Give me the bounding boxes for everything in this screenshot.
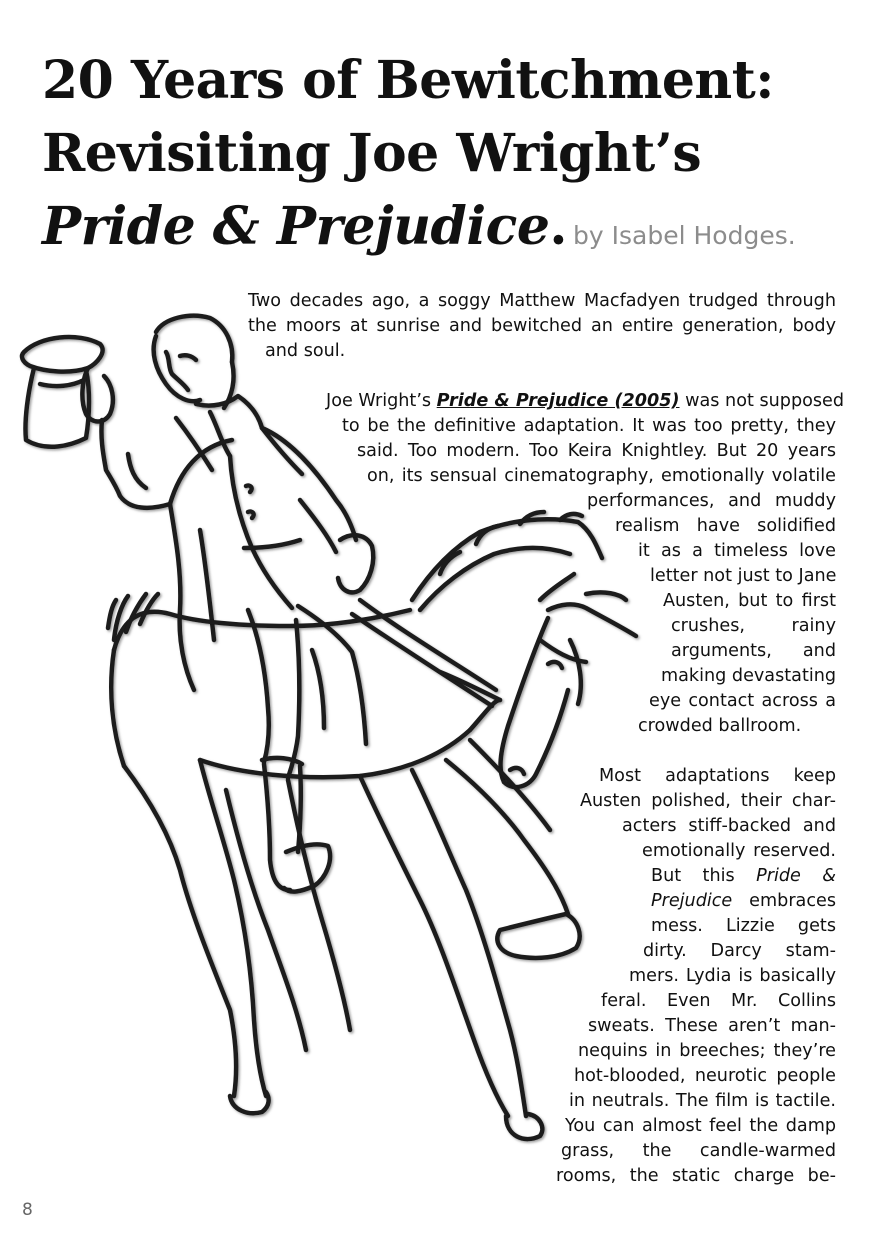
para3-line-5-pre: But this: [651, 866, 757, 886]
para3-line-2: Austen polished, their char-: [580, 791, 836, 811]
raised-arm: [101, 420, 170, 508]
rein-hand: [338, 535, 373, 592]
para3-film-title-b: Prejudice: [651, 891, 733, 911]
para2-line-11: arguments, and: [671, 641, 836, 661]
rider-thigh-back: [288, 620, 299, 778]
para3-line-6: [651, 889, 836, 914]
para3-line-5: [651, 864, 836, 889]
para2-line-1-pre: Joe Wright’s: [326, 391, 437, 411]
front-leg-raised-lower: [470, 740, 550, 830]
para2-line-1-post: was not supposed: [679, 391, 845, 411]
byline: by Isabel Hodges.: [573, 221, 796, 250]
horse-forehead: [548, 604, 636, 636]
rider-collar: [196, 396, 262, 428]
para3-line-9: mers. Lydia is basically: [629, 966, 836, 986]
rider-cravat: [210, 412, 230, 456]
para2-line-13: eye contact across a: [649, 691, 836, 711]
horse-cheek: [570, 640, 581, 704]
para3-line-15: You can almost feel the damp: [565, 1116, 836, 1136]
hat-band: [40, 380, 84, 386]
para1-line-2: the moors at sunrise and bewitched an entire generation, body: [248, 316, 836, 336]
horse-bridle: [540, 640, 586, 662]
coat-skirt-fold: [312, 650, 324, 728]
para3-line-3: acters stiff-backed and: [622, 816, 836, 836]
para2-line-5: performances, and muddy: [587, 491, 836, 511]
rein-upper: [360, 600, 496, 690]
horse-ear-right: [586, 592, 626, 600]
rider-face: [154, 336, 200, 401]
para3-line-8: dirty. Darcy stam-: [643, 941, 836, 961]
title-film-name: Pride & Prejudice: [42, 196, 550, 257]
para3-line-11: sweats. These aren’t man-: [588, 1016, 836, 1036]
para2-line-6: realism have solidified: [615, 516, 836, 536]
horse-rump: [111, 650, 124, 766]
front-hoof-left: [506, 1114, 542, 1139]
para2-line-14: crowded ballroom.: [638, 716, 802, 736]
front-hoof-raised: [497, 914, 579, 958]
para3-line-17: rooms, the static charge be-: [556, 1166, 836, 1186]
horse-ear-left: [540, 574, 574, 600]
hind-leg-left-front: [124, 766, 236, 1096]
para3-line-7: mess. Lizzie gets: [651, 916, 836, 936]
para3-line-6-post: embraces: [732, 891, 836, 911]
rider-eye: [180, 355, 196, 360]
para3-line-12: nequins in breeches; they’re: [578, 1041, 836, 1061]
para2-line-4: on, its sensual cinematography, emotionally volatile: [367, 466, 836, 486]
horse-mane-inner: [420, 548, 570, 610]
horse-eye: [548, 662, 562, 668]
rider-face-profile: [166, 352, 188, 390]
title-period: .: [549, 196, 568, 257]
horse-belly: [200, 730, 470, 777]
para1-line-1: Two decades ago, a soggy Matthew Macfadyen trudged through: [248, 291, 836, 311]
page-number: 8: [22, 1200, 33, 1220]
para3-line-13: hot-blooded, neurotic people: [574, 1066, 836, 1086]
para3-line-16: grass, the candle-warmed: [561, 1141, 836, 1161]
coat-button-a: [246, 485, 252, 492]
para2-line-8: letter not just to Jane: [650, 566, 837, 586]
para2-line-3: said. Too modern. Too Keira Knightley. But 20 years: [357, 441, 836, 461]
hind-leg-right-front: [226, 790, 306, 1050]
para2-line-1: [326, 389, 845, 414]
para2-line-7: it as a timeless love: [638, 541, 836, 561]
boot-top: [262, 758, 302, 764]
coat-button-b: [248, 511, 254, 518]
para3-film-title-a: Pride &: [756, 866, 836, 886]
hind-leg-right-back: [288, 780, 350, 1030]
para3-line-10: feral. Even Mr. Collins: [601, 991, 836, 1011]
title-line-2: Revisiting Joe Wright’s: [42, 123, 702, 184]
coat-front: [230, 456, 292, 608]
para2-line-12: making devastating: [661, 666, 837, 686]
para3-line-14: in neutrals. The film is tactile.: [569, 1091, 836, 1111]
boot-front: [264, 764, 290, 890]
film-title-link[interactable]: Pride & Prejudice (2005): [436, 391, 680, 411]
title-line-3: [42, 190, 862, 272]
title-line-1: 20 Years of Bewitchment:: [42, 50, 774, 111]
rein-lower: [352, 614, 492, 706]
para3-line-1: Most adaptations keep: [599, 766, 836, 786]
para2-line-10: crushes, rainy: [671, 616, 836, 636]
raised-arm-inner: [128, 454, 146, 488]
horse-chest: [470, 700, 500, 730]
rider-thigh: [248, 610, 269, 762]
mane-tuft-2: [476, 526, 498, 544]
horse-nostril: [510, 768, 524, 774]
para2-line-9: Austen, but to first: [663, 591, 836, 611]
para3-line-4: emotionally reserved.: [642, 841, 836, 861]
article-title: [42, 44, 862, 272]
para2-line-2: to be the definitive adaptation. It was too pretty, they: [342, 416, 836, 436]
coat-tail-back: [170, 504, 194, 690]
rein-arm-inner: [300, 500, 336, 552]
para1-line-3: and soul.: [265, 341, 346, 361]
horse-back: [114, 610, 410, 650]
